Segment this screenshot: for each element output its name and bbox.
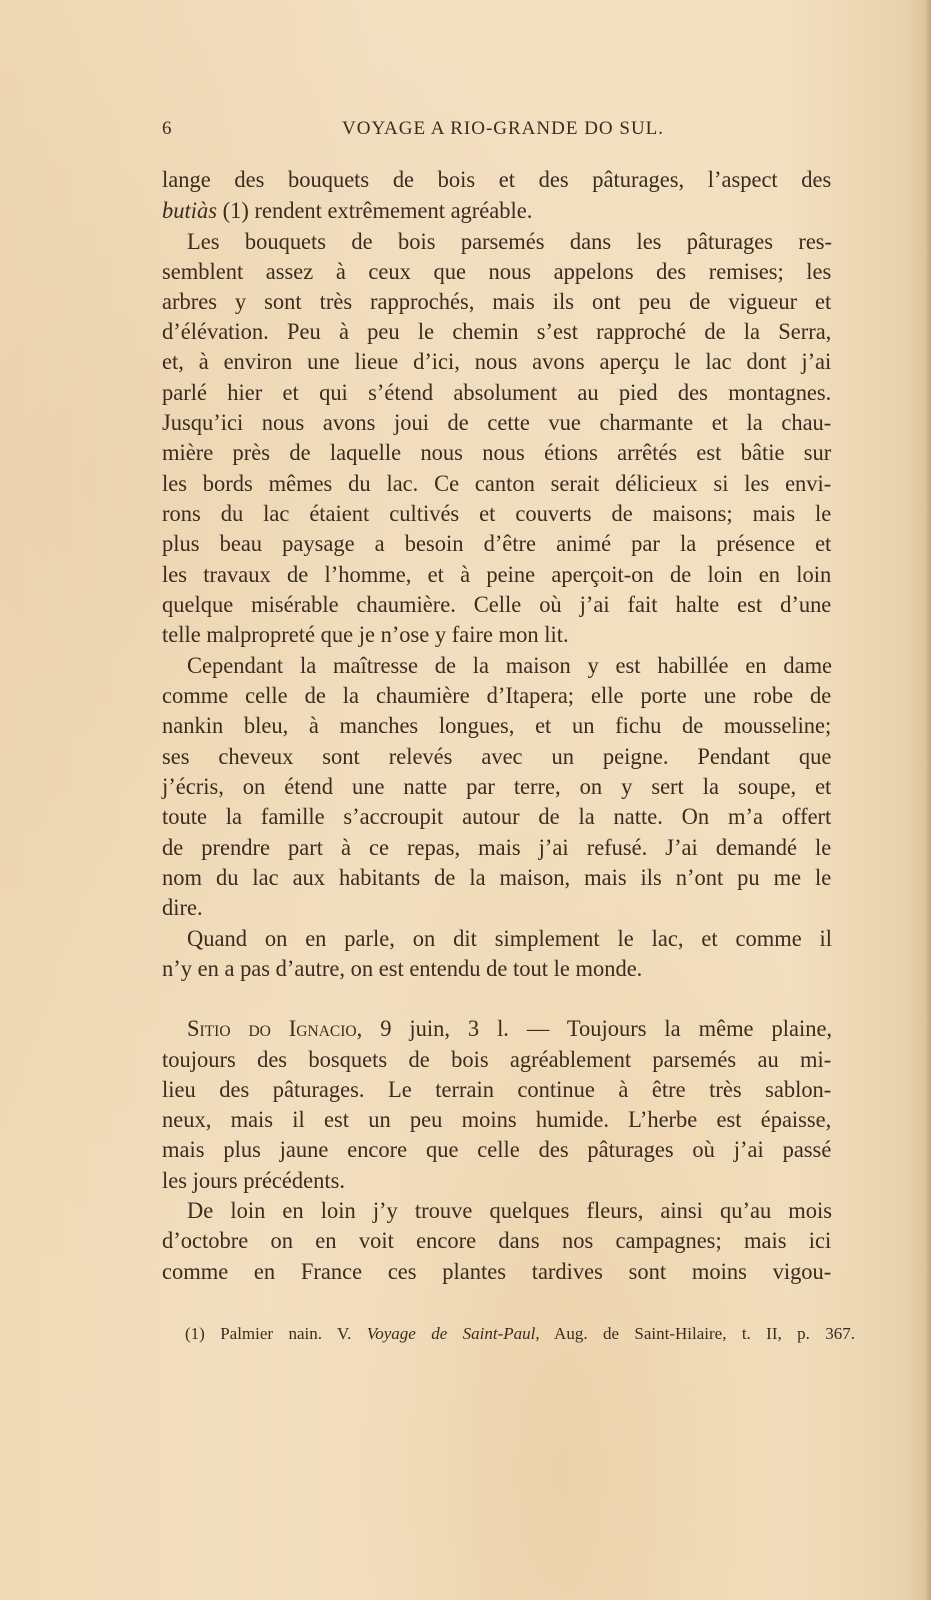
- italic-term: butiàs: [162, 198, 218, 224]
- text-line: ses cheveux sont relevés avec un peigne. Pendant que: [162, 744, 832, 770]
- text-line: j’écris, on étend une natte par terre, on y sert la soupe, et: [162, 774, 832, 800]
- footnote-text: Palmier nain. V.: [220, 1324, 352, 1343]
- footnote: [185, 1322, 855, 1346]
- footnote-marker: (1): [185, 1324, 205, 1343]
- text-line: Les bouquets de bois parsemés dans les pâturages res-: [187, 229, 833, 255]
- text-line: les travaux de l’homme, et à peine aperçoit-on de loin en loin: [162, 562, 832, 588]
- text-line: quelque misérable chaumière. Celle où j’ai fait halte est d’une: [162, 592, 832, 618]
- text-line: mière près de laquelle nous nous étions arrêtés est bâtie sur: [162, 440, 832, 466]
- text-line: lange des bouquets de bois et des pâturages, l’aspect des: [162, 167, 832, 193]
- text-line: mais plus jaune encore que celle des pâturages où j’ai passé: [162, 1137, 832, 1163]
- text-line: arbres y sont très rapprochés, mais ils ont peu de vigueur et: [162, 289, 832, 315]
- text-line: lieu des pâturages. Le terrain continue à être très sablon-: [162, 1077, 832, 1103]
- text-line: Quand on en parle, on dit simplement le lac, et comme il: [187, 926, 833, 952]
- text-line: [162, 196, 831, 226]
- text-line: telle malpropreté que je n’ose y faire mon lit.: [162, 622, 569, 648]
- footnote-text-after: , Aug. de Saint-Hilaire, t. II, p. 367.: [535, 1324, 855, 1343]
- text-line: toute la famille s’accroupit autour de la natte. On m’a offert: [162, 804, 832, 830]
- text-line: parlé hier et qui s’étend absolument au pied des montagnes.: [162, 380, 832, 406]
- text-line: Jusqu’ici nous avons joui de cette vue charmante et la chau-: [162, 410, 832, 436]
- text-line: toujours des bosquets de bois agréablement parsemés au mi-: [162, 1047, 832, 1073]
- running-title: VOYAGE A RIO-GRANDE DO SUL.: [342, 118, 665, 139]
- text-line: et, à environ une lieue d’ici, nous avons aperçu le lac dont j’ai: [162, 349, 832, 375]
- text-line: neux, mais il est un peu moins humide. L’herbe est épaisse,: [162, 1107, 832, 1133]
- text-line: nankin bleu, à manches longues, et un fichu de mousseline;: [162, 713, 832, 739]
- text-line: n’y en a pas d’autre, on est entendu de tout le monde.: [162, 956, 643, 982]
- text-line: comme celle de la chaumière d’Itapera; elle porte une robe de: [162, 683, 832, 709]
- text-line: semblent assez à ceux que nous appelons des remises; les: [162, 259, 832, 285]
- text-fragment: , 9 juin, 3 l. — Toujours la même plaine,: [356, 1016, 833, 1042]
- text-line: nom du lac aux habitants de la maison, mais ils n’ont pu me le: [162, 865, 832, 891]
- section-place-name: Sitio do Ignacio: [187, 1016, 357, 1042]
- text-line: De loin en loin j’y trouve quelques fleurs, ainsi qu’au mois: [187, 1198, 833, 1224]
- running-header: [162, 118, 862, 142]
- page-number: 6: [162, 118, 172, 139]
- text-line: d’octobre on en voit encore dans nos campagnes; mais ici: [162, 1228, 832, 1254]
- text-fragment: (1) rendent extrêmement agréable.: [222, 198, 533, 224]
- text-line: plus beau paysage a besoin d’être animé par la présence et: [162, 531, 832, 557]
- text-line: comme en France ces plantes tardives sont moins vigou-: [162, 1259, 832, 1285]
- text-line: rons du lac étaient cultivés et couverts de maisons; mais le: [162, 501, 832, 527]
- page-edge-shadow: [925, 0, 931, 1600]
- text-line: dire.: [162, 895, 203, 921]
- text-line: d’élévation. Peu à peu le chemin s’est rapproché de la Serra,: [162, 319, 832, 345]
- text-line: de prendre part à ce repas, mais j’ai refusé. J’ai demandé le: [162, 835, 832, 861]
- text-line: Cependant la maîtresse de la maison y est habillée en dame: [187, 653, 833, 679]
- text-line: les bords mêmes du lac. Ce canton serait délicieux si les envi-: [162, 471, 832, 497]
- text-line: les jours précédents.: [162, 1168, 346, 1194]
- footnote-italic-title: Voyage de Saint-Paul: [366, 1324, 536, 1343]
- text-line: [187, 1014, 832, 1044]
